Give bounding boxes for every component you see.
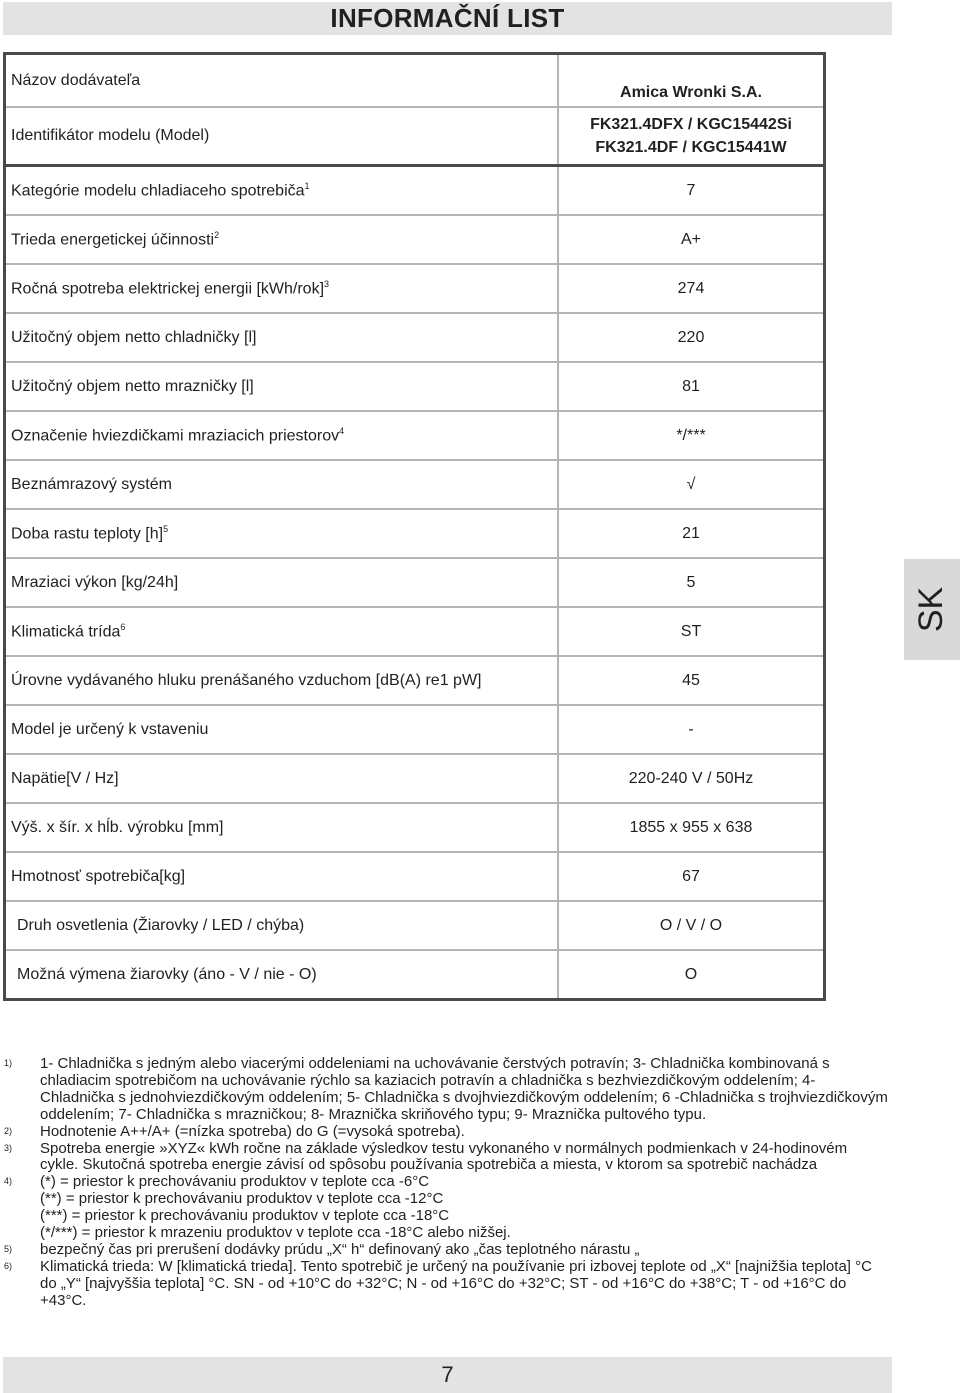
- page-title: INFORMAČNÍ LIST: [330, 3, 565, 33]
- spec-row: [5, 264, 825, 313]
- spec-value-cell: [558, 54, 825, 108]
- spec-row: [5, 460, 825, 509]
- footnote: [3, 1141, 888, 1175]
- spec-label: Model je určený k vstaveniu: [11, 720, 209, 738]
- spec-label-cell: [5, 607, 559, 656]
- footnote: [3, 1174, 888, 1191]
- language-tab-label: SK: [912, 586, 951, 633]
- footnote-text: Spotreba energie »XYZ« kWh ročne na základe výsledkov testu vykonaného v normálnych podmienkach v 24-hodinovém cykle. Skutočná spotreba energie závisí od spôsobu používania spotrebiča a miesta, v ktorom sa spotrebič nachádza: [40, 1139, 848, 1174]
- spec-label: Hmotnosť spotrebiča[kg]: [11, 867, 186, 885]
- footnote-number: [3, 1225, 40, 1242]
- spec-label-cell: [5, 950, 559, 1000]
- footnote-ref: 2: [214, 229, 220, 240]
- spec-value: √: [686, 475, 696, 493]
- spec-row: [5, 215, 825, 264]
- footnote: [3, 1191, 888, 1208]
- spec-row: [5, 411, 825, 460]
- spec-label-cell: [5, 107, 559, 166]
- footnote-text: (***) = priestor k prechovávaniu produktov v teplote cca -18°C: [40, 1207, 450, 1225]
- spec-value-cell: [558, 411, 825, 460]
- spec-label-cell: [5, 460, 559, 509]
- spec-label: Identifikátor modelu (Model): [11, 127, 210, 144]
- spec-label: Druh osvetlenia (Žiarovky / LED / chýba): [17, 916, 305, 934]
- spec-label: Doba rastu teploty [h]: [11, 525, 164, 543]
- spec-label: Označenie hviezdičkami mraziacich priestorov: [11, 427, 340, 445]
- spec-value: 5: [686, 573, 696, 591]
- footnote-ref: 1: [304, 180, 310, 191]
- spec-label: Trieda energetickej účinnosti: [11, 231, 215, 249]
- spec-row: [5, 950, 825, 1000]
- spec-value-cell: [558, 264, 825, 313]
- spec-value: */***: [676, 426, 706, 444]
- spec-value: 45: [682, 671, 700, 689]
- footnotes: [3, 1056, 888, 1310]
- spec-label: Výš. x šír. x hĺb. výrobku [mm]: [11, 818, 224, 836]
- footnote-ref: 3: [324, 278, 330, 289]
- spec-value: -: [688, 720, 694, 738]
- footnote-text: Hodnotenie A++/A+ (=nízka spotreba) do G (=vysoká spotreba).: [40, 1122, 465, 1140]
- spec-value: 81: [682, 377, 700, 395]
- page-number: 7: [441, 1362, 454, 1387]
- spec-row: [5, 558, 825, 607]
- footnote-number: 6): [4, 1260, 13, 1271]
- spec-row: [5, 852, 825, 901]
- title-bar: [3, 2, 892, 35]
- footnote: [3, 1242, 888, 1259]
- spec-label-cell: [5, 803, 559, 852]
- spec-value: 7: [686, 181, 696, 199]
- spec-value-cell: [558, 607, 825, 656]
- spec-value-secondary: FK321.4DF / KGC15441W: [595, 139, 787, 156]
- spec-value-cell: [558, 313, 825, 362]
- spec-label-cell: [5, 754, 559, 803]
- footnote-number: 2): [4, 1125, 13, 1136]
- spec-label-cell: [5, 215, 559, 264]
- spec-value-cell: [558, 107, 825, 166]
- spec-value: 220: [677, 328, 705, 346]
- spec-label: Užitočný objem netto chladničky [l]: [11, 328, 257, 346]
- spec-row: [5, 166, 825, 216]
- spec-label-cell: [5, 54, 559, 108]
- spec-row: [5, 705, 825, 754]
- footnote: [3, 1208, 888, 1225]
- spec-value-cell: [558, 460, 825, 509]
- spec-row: [5, 362, 825, 411]
- spec-label: Užitočný objem netto mrazničky [l]: [11, 377, 254, 395]
- footnote-ref: 4: [339, 425, 345, 436]
- spec-value: A+: [680, 230, 701, 248]
- spec-value-cell: [558, 754, 825, 803]
- page-footer: [3, 1357, 892, 1393]
- spec-row: [5, 313, 825, 362]
- spec-value-cell: [558, 852, 825, 901]
- spec-value-cell: [558, 950, 825, 1000]
- footnote: [3, 1225, 888, 1242]
- footnote: [3, 1259, 888, 1310]
- spec-value-cell: [558, 803, 825, 852]
- spec-value: Amica Wronki S.A.: [620, 84, 762, 101]
- spec-label-cell: [5, 313, 559, 362]
- language-tab: [904, 559, 960, 660]
- spec-label-cell: [5, 852, 559, 901]
- spec-row: [5, 656, 825, 705]
- spec-row: [5, 107, 825, 166]
- spec-row: [5, 54, 825, 108]
- spec-row: [5, 509, 825, 558]
- spec-label: Možná výmena žiarovky (áno - V / nie - O): [17, 965, 317, 983]
- spec-label-cell: [5, 901, 559, 950]
- spec-value-cell: [558, 362, 825, 411]
- spec-value-cell: [558, 901, 825, 950]
- spec-value-cell: [558, 656, 825, 705]
- spec-value-cell: [558, 215, 825, 264]
- spec-value: 67: [682, 867, 700, 885]
- spec-row: [5, 754, 825, 803]
- spec-label-cell: [5, 656, 559, 705]
- spec-label-cell: [5, 166, 559, 216]
- spec-label: Úrovne vydávaného hluku prenášaného vzduchom [dB(A) re1 pW]: [11, 671, 482, 689]
- footnote-number: [3, 1208, 40, 1225]
- spec-label: Napätie[V / Hz]: [11, 769, 119, 787]
- spec-value-cell: [558, 166, 825, 216]
- spec-label: Mraziaci výkon [kg/24h]: [11, 573, 179, 591]
- spec-value: 1855 x 955 x 638: [629, 818, 753, 836]
- spec-value: 220-240 V / 50Hz: [628, 769, 754, 787]
- footnote: [3, 1124, 888, 1141]
- spec-label: Kategórie modelu chladiaceho spotrebiča: [11, 182, 305, 200]
- footnote-text: 1- Chladnička s jedným alebo viacerými oddeleniami na uchovávanie čerstvých potravín; 3- Chladnička kombinovaná s chladiacim spotrebičom na uchovávanie rýchlo sa kaziacich potravín a chladnička s bezhviezdičkovým oddelením; 4- Chladnička s jednohviezdičkovým oddelením; 5- Chladnička s dvojhviezdičkovým oddelením; 6 -Chladnička s trojhviezdičkovým oddelením; 7- Chladnička s mrazničkou; 8- Mraznička skriňového typu; 9- Mraznička pultového typu.: [40, 1055, 888, 1123]
- spec-value: 21: [682, 524, 700, 542]
- footnote-text: Klimatická trieda: W [klimatická trieda]. Tento spotrebič je určený na používanie pri izbovej teplote od „X“ [najnižšia teplota] °C do „Y“ [najvyššia teplota] °C. SN - od +10°C do +32°C; N - od +16°C do +32°C; ST - od +16°C do +38°C; T - od +16°C do +43°C.: [40, 1257, 872, 1309]
- spec-label: Beznámrazový systém: [11, 475, 172, 493]
- footnote-number: 4): [4, 1176, 13, 1187]
- spec-label-cell: [5, 558, 559, 607]
- spec-label: Klimatická trída: [11, 623, 121, 641]
- footnote-text: (**) = priestor k prechovávaniu produktov v teplote cca -12°C: [40, 1190, 444, 1208]
- footnote-number: 3): [4, 1142, 13, 1153]
- footnote-ref: 5: [163, 523, 169, 534]
- spec-label-cell: [5, 705, 559, 754]
- spec-value: O / V / O: [659, 916, 723, 934]
- spec-row: [5, 803, 825, 852]
- footnote-text: (*) = priestor k prechovávaniu produktov v teplote cca -6°C: [40, 1173, 430, 1191]
- spec-label-cell: [5, 509, 559, 558]
- spec-label: Názov dodávateľa: [11, 71, 141, 89]
- spec-value: 274: [677, 279, 705, 297]
- spec-value-cell: [558, 558, 825, 607]
- spec-label-cell: [5, 362, 559, 411]
- footnote-number: 5): [4, 1243, 13, 1254]
- spec-label-cell: [5, 264, 559, 313]
- spec-value: O: [684, 965, 698, 983]
- spec-value: ST: [680, 622, 702, 640]
- footnote: [3, 1056, 888, 1124]
- footnote-ref: 6: [120, 621, 126, 632]
- footnote-text: bezpečný čas pri prerušení dodávky prúdu „X“ h“ definovaný ako „čas teplotného nárastu „: [40, 1240, 640, 1258]
- footnote-number: [3, 1191, 40, 1208]
- spec-value-cell: [558, 509, 825, 558]
- footnote-text: (*/***) = priestor k mrazeniu produktov v teplote cca -18°C alebo nižšej.: [40, 1224, 511, 1242]
- spec-value-cell: [558, 705, 825, 754]
- spec-value: FK321.4DFX / KGC15442Si: [590, 116, 792, 133]
- spec-table: [3, 52, 826, 1001]
- spec-row: [5, 607, 825, 656]
- spec-row: [5, 901, 825, 950]
- footnote-number: 1): [4, 1058, 13, 1068]
- spec-label: Ročná spotreba elektrickej energii [kWh/rok]: [11, 280, 325, 298]
- spec-label-cell: [5, 411, 559, 460]
